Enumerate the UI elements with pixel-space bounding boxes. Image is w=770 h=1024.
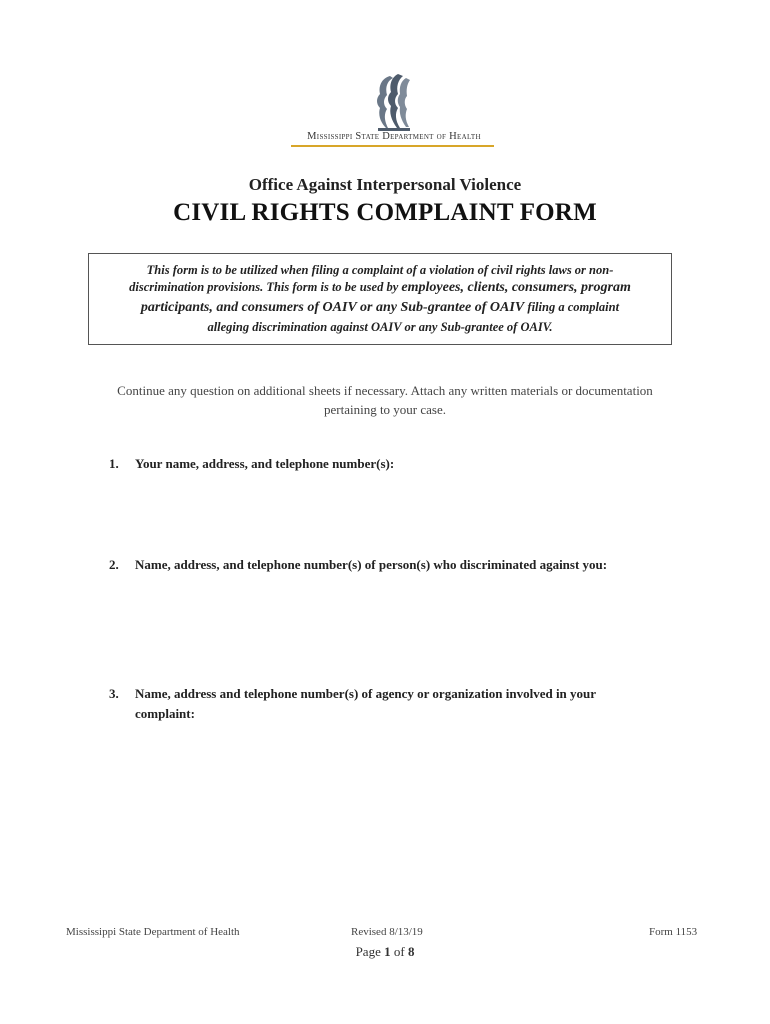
page-total: 8 (407, 944, 415, 959)
question-1 (109, 454, 394, 474)
notice-box (88, 253, 672, 345)
question-2 (109, 555, 607, 575)
footer-form-number: Form 1153 (649, 926, 698, 938)
page-number (0, 944, 770, 960)
question-1-text: Your name, address, and telephone number(s): (135, 456, 395, 471)
page-current: 1 (384, 944, 391, 959)
page-prefix: Page (355, 944, 385, 959)
notice-line-1: This form is to be utilized when filing a complaint of a violation of civil rights laws or non- (146, 263, 614, 277)
instructions-line-2: pertaining to your case. (323, 402, 446, 417)
question-3-number: 3. (109, 686, 119, 701)
question-1-number: 1. (109, 456, 119, 471)
agency-underline (291, 145, 494, 147)
question-2-text: Name, address, and telephone number(s) of person(s) who discriminated against you: (135, 557, 608, 572)
agency-name: Mississippi State Department of Health (307, 131, 481, 142)
question-3-text-line-2: complaint: (135, 706, 195, 721)
notice-line-3-end: filing a complaint (527, 300, 620, 314)
footer-agency: Mississippi State Department of Health (66, 926, 240, 938)
footer-revised: Revised 8/13/19 (351, 926, 423, 938)
question-3-text-line-1: Name, address and telephone number(s) of agency or organization involved in your (135, 686, 597, 701)
instructions (80, 381, 690, 419)
question-2-number: 2. (109, 557, 119, 572)
notice-line-3 (89, 300, 671, 316)
question-3 (109, 684, 596, 724)
notice-line-3-start: participants, and consumers of OAIV or any Sub-grantee of OAIV (140, 300, 528, 315)
notice-line-2 (89, 280, 671, 296)
notice-line-4: alleging discrimination against OAIV or any Sub-grantee of OAIV. (207, 320, 553, 334)
office-title: Office Against Interpersonal Violence (248, 175, 522, 194)
instructions-line-1: Continue any question on additional sheets if necessary. Attach any written materials or documentation (117, 383, 653, 398)
form-title: CIVIL RIGHTS COMPLAINT FORM (173, 199, 597, 226)
notice-line-2-end: employees, clients, consumers, program (401, 280, 631, 295)
page-of: of (390, 944, 408, 959)
notice-line-2-start: discrimination provisions. This form is to be used by (129, 280, 402, 294)
agency-logo-icon (368, 72, 412, 134)
